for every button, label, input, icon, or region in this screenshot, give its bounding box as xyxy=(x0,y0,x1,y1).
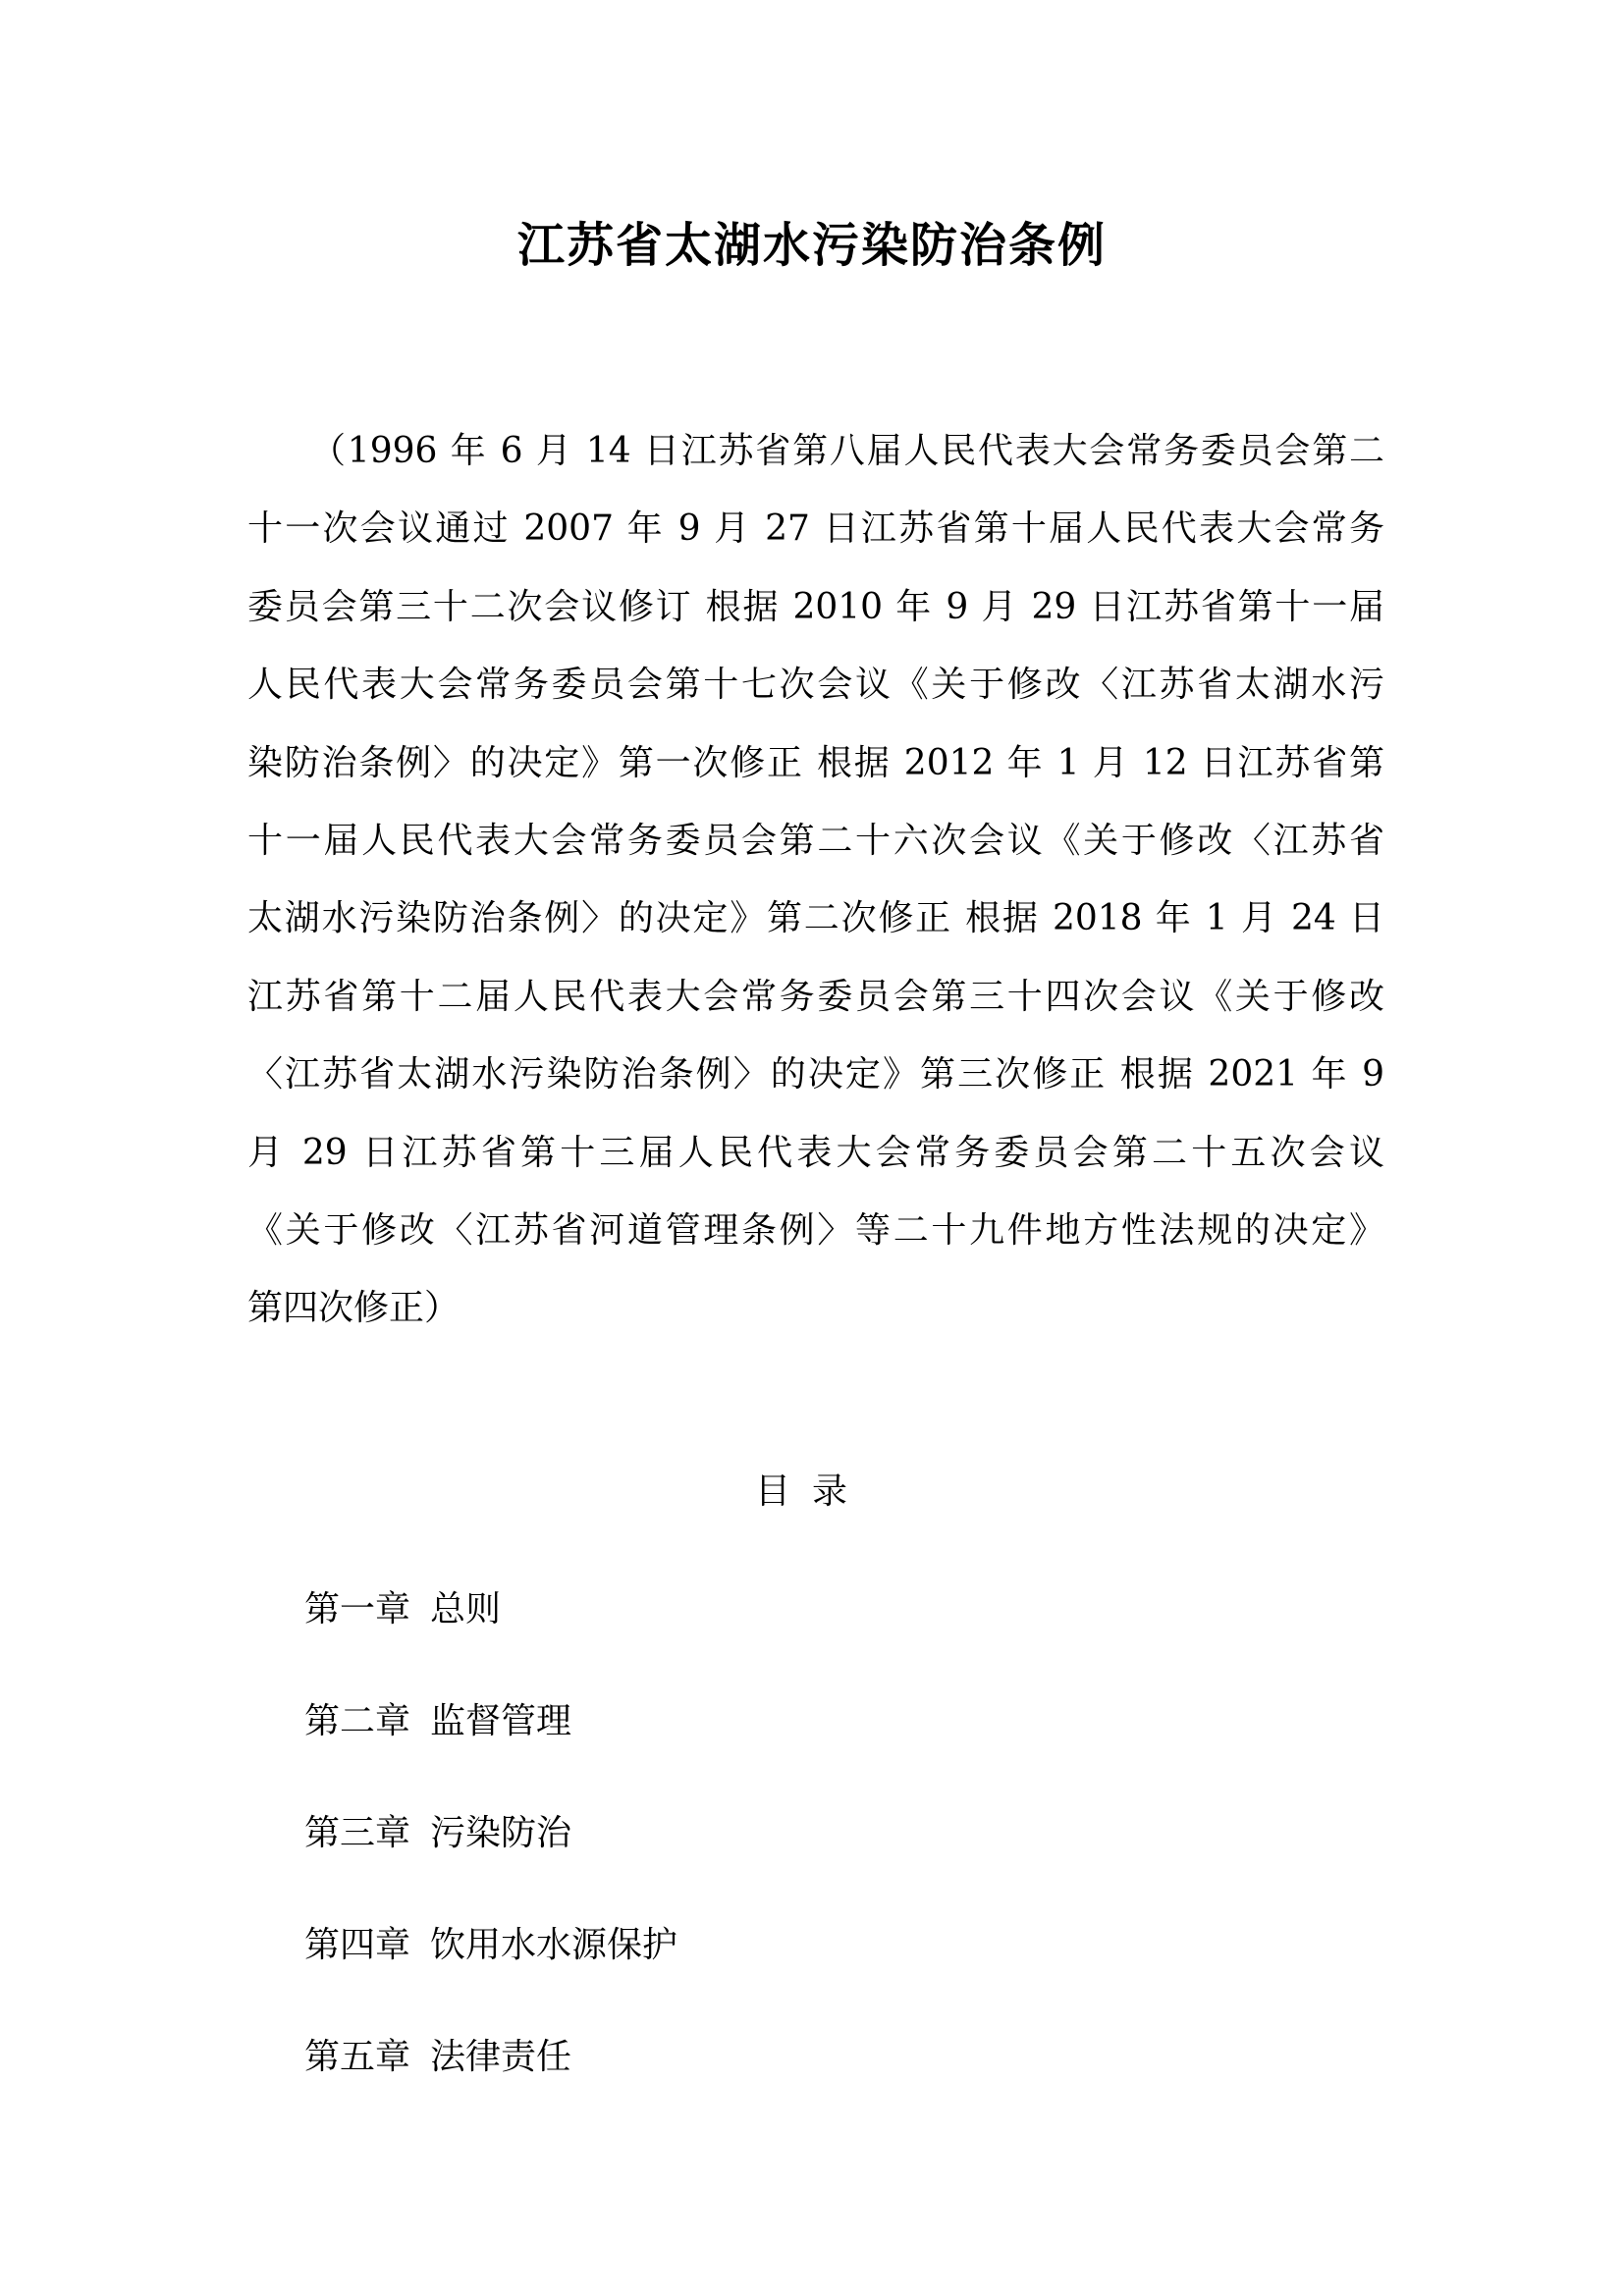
preamble-line: 十一次会议通过 2007 年 9 月 27 日江苏省第十届人民代表大会常务 xyxy=(247,508,1384,550)
preamble-line: 太湖水污染防治条例〉的决定》第二次修正 根据 2018 年 1 月 24 日 xyxy=(247,898,1384,939)
toc-chapter-number: 第二章 xyxy=(304,1701,411,1741)
toc-chapter-number: 第一章 xyxy=(304,1589,411,1629)
preamble-line: 江苏省第十二届人民代表大会常务委员会第三十四次会议《关于修改 xyxy=(247,976,1384,1017)
toc-chapter-number: 第四章 xyxy=(304,1925,411,1965)
preamble-line: 染防治条例〉的决定》第一次修正 根据 2012 年 1 月 12 日江苏省第 xyxy=(247,742,1384,783)
preamble-line: （1996 年 6 月 14 日江苏省第八届人民代表大会常务委员会第二 xyxy=(310,431,1384,471)
toc-chapter-number: 第五章 xyxy=(304,2037,411,2077)
preamble-line: 〈江苏省太湖水污染防治条例〉的决定》第三次修正 根据 2021 年 9 xyxy=(247,1054,1384,1095)
table-of-contents xyxy=(304,1580,677,2140)
document-title: 江苏省太湖水污染防治条例 xyxy=(516,218,1107,273)
preamble-line: 十一届人民代表大会常务委员会第二十六次会议《关于修改〈江苏省 xyxy=(247,820,1384,861)
preamble-line: 人民代表大会常务委员会第十七次会议《关于修改〈江苏省太湖水污 xyxy=(247,665,1384,706)
preamble-line: 第四次修正） xyxy=(247,1288,460,1329)
toc-item xyxy=(304,1916,677,2028)
toc-chapter-name: 法律责任 xyxy=(430,2037,572,2077)
toc-chapter-name: 总则 xyxy=(430,1589,502,1629)
toc-item xyxy=(304,2028,677,2140)
toc-heading: 目录 xyxy=(754,1471,869,1512)
toc-item xyxy=(304,1580,677,1692)
toc-chapter-name: 监督管理 xyxy=(430,1701,572,1741)
toc-item xyxy=(304,1804,677,1916)
preamble-line: 《关于修改〈江苏省河道管理条例〉等二十九件地方性法规的决定》 xyxy=(247,1209,1384,1251)
toc-chapter-number: 第三章 xyxy=(304,1813,411,1853)
toc-chapter-name: 污染防治 xyxy=(430,1813,572,1853)
preamble-line: 委员会第三十二次会议修订 根据 2010 年 9 月 29 日江苏省第十一届 xyxy=(247,586,1384,627)
preamble-line: 月 29 日江苏省第十三届人民代表大会常务委员会第二十五次会议 xyxy=(247,1132,1384,1173)
toc-chapter-name: 饮用水水源保护 xyxy=(430,1925,678,1965)
preamble xyxy=(247,412,1384,1348)
toc-item xyxy=(304,1692,677,1804)
